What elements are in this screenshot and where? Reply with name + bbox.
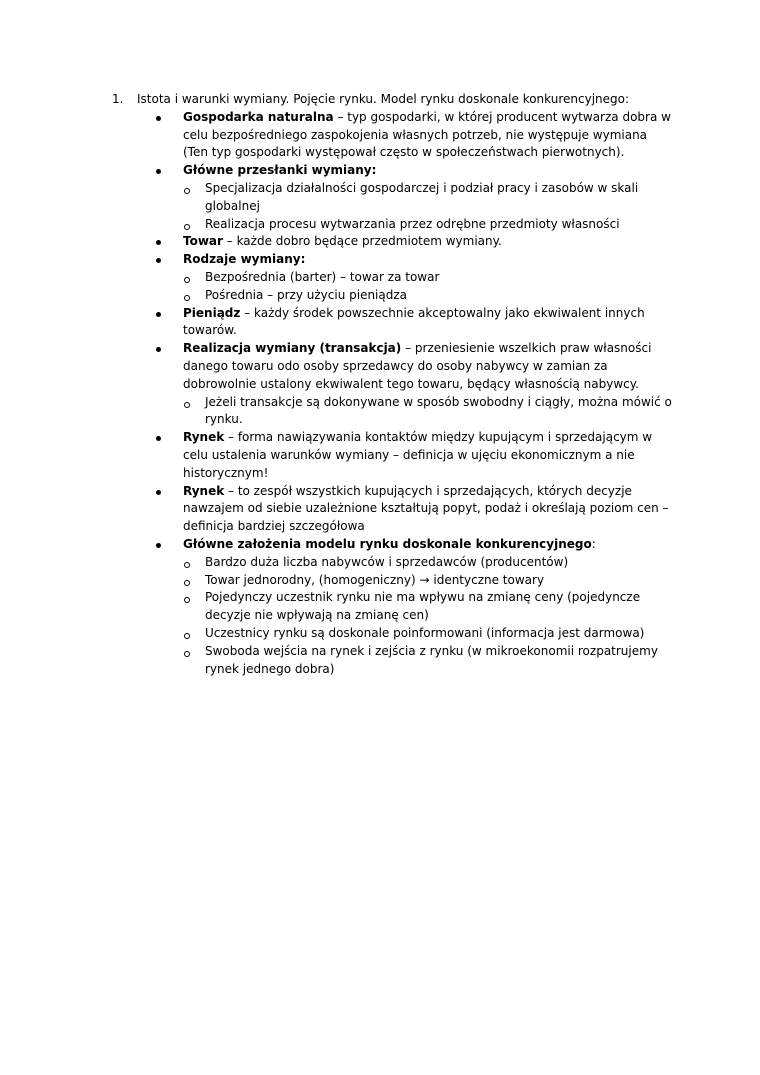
sub-item: [108, 572, 673, 590]
bullet-item-rynek-1: [108, 429, 673, 482]
term: Pieniądz: [183, 305, 241, 320]
definition: – przeniesienie wszelkich praw własności danego towaru odo osoby sprzedawcy do osoby nabywcy w zamian za dobrowolnie ustalony ekwiwalent tego towaru, będący własnością nabywcy.: [183, 341, 652, 391]
sub-item-text: Pośrednia – przy użyciu pieniądza: [205, 287, 408, 302]
sub-item-text: Bardzo duża liczba nabywców i sprzedawców (producentów): [205, 554, 569, 569]
sub-item: [108, 394, 673, 430]
term: Rynek: [183, 430, 225, 445]
term: Realizacja wymiany (transakcja): [183, 341, 402, 356]
heading-number: 1.: [112, 92, 124, 106]
circle-bullet-icon: [184, 651, 190, 657]
sub-item-text: Realizacja procesu wytwarzania przez odrębne przedmioty własności: [205, 216, 620, 231]
bullet-item-zalozenia-modelu: [108, 536, 673, 678]
definition: – każdy środek powszechnie akceptowalny jako ekwiwalent innych towarów.: [183, 305, 645, 338]
term: Główne przesłanki wymiany:: [183, 163, 377, 178]
bullet-icon: [156, 116, 161, 121]
bullet-icon: [156, 240, 161, 245]
sub-item: [108, 180, 673, 216]
sub-item-text: Jeżeli transakcje są dokonywane w sposób swobodny i ciągły, można mówić o rynku.: [205, 394, 672, 427]
sub-item: [108, 589, 673, 625]
heading-text: Istota i warunki wymiany. Pojęcie rynku. Model rynku doskonale konkurencyjnego:: [137, 92, 630, 106]
definition: – forma nawiązywania kontaktów między kupującym i sprzedającym w celu ustalenia warunków wymiany – definicja w ujęciu ekonomicznym a nie historycznym!: [183, 430, 653, 480]
circle-bullet-icon: [184, 562, 190, 568]
sub-item: [108, 269, 673, 287]
bullet-item-rynek-2: [108, 483, 673, 536]
sub-list: [108, 394, 673, 430]
sub-item: [108, 643, 673, 679]
numbered-heading: [108, 91, 673, 109]
circle-bullet-icon: [184, 224, 190, 230]
circle-bullet-icon: [184, 277, 190, 283]
circle-bullet-icon: [184, 188, 190, 194]
sub-item: [108, 216, 673, 234]
bullet-item-realizacja-wymiany: [108, 340, 673, 429]
bullet-icon: [156, 312, 161, 317]
circle-bullet-icon: [184, 597, 190, 603]
sub-item-text: Uczestnicy rynku są doskonale poinformowani (informacja jest darmowa): [205, 625, 645, 640]
circle-bullet-icon: [184, 580, 190, 586]
sub-list: [108, 554, 673, 679]
term: Towar: [183, 234, 223, 249]
bullet-item-rodzaje-wymiany: [108, 251, 673, 304]
sub-item: [108, 287, 673, 305]
sub-list: [108, 269, 673, 305]
definition: – typ gospodarki, w której producent wytwarza dobra w celu bezpośredniego zaspokojenia własnych potrzeb, nie występuje wymiana (Ten typ gospodarki występował często w społeczeństwach pierwotnych).: [183, 109, 671, 160]
circle-bullet-icon: [184, 402, 190, 408]
definition: – każde dobro będące przedmiotem wymiany.: [222, 234, 502, 249]
term: Główne założenia modelu rynku doskonale konkurencyjnego: [183, 536, 592, 551]
term: Rynek: [183, 483, 225, 498]
circle-bullet-icon: [184, 295, 190, 301]
sub-list: [108, 180, 673, 233]
bullet-icon: [156, 543, 161, 548]
bullet-icon: [156, 169, 161, 174]
sub-item-text: Swoboda wejścia na rynek i zejścia z rynku (w mikroekonomii rozpatrujemy rynek jednego dobra): [205, 643, 658, 676]
document-content: [108, 91, 673, 678]
bullet-icon: [156, 347, 161, 352]
term: Rodzaje wymiany:: [183, 252, 306, 267]
bullet-icon: [156, 436, 161, 441]
sub-item: [108, 554, 673, 572]
term: Gospodarka naturalna: [183, 109, 334, 124]
bullet-item-towar: [108, 233, 673, 251]
sub-item-text: Bezpośrednia (barter) – towar za towar: [205, 269, 440, 284]
sub-item-text: Pojedynczy uczestnik rynku nie ma wpływu na zmianę ceny (pojedyncze decyzje nie wpływają na zmianę cen): [205, 590, 641, 623]
definition: – to zespół wszystkich kupujących i sprzedających, których decyzje nawzajem od siebie uzależnione kształtują popyt, podaż i określają poziom cen – definicja bardziej szczegółowa: [183, 483, 669, 534]
bullet-item-przeslanki: [108, 162, 673, 233]
bullet-item-pieniadz: [108, 305, 673, 341]
definition: :: [591, 536, 596, 551]
circle-bullet-icon: [184, 633, 190, 639]
sub-item-text: Towar jednorodny, (homogeniczny) → identyczne towary: [205, 572, 545, 587]
sub-item-text: Specjalizacja działalności gospodarczej i podział pracy i zasobów w skali globalnej: [205, 180, 639, 213]
bullet-icon: [156, 490, 161, 495]
bullet-item-gospodarka-naturalna: [108, 109, 673, 162]
sub-item: [108, 625, 673, 643]
bullet-icon: [156, 258, 161, 263]
bullet-list: [108, 109, 673, 679]
